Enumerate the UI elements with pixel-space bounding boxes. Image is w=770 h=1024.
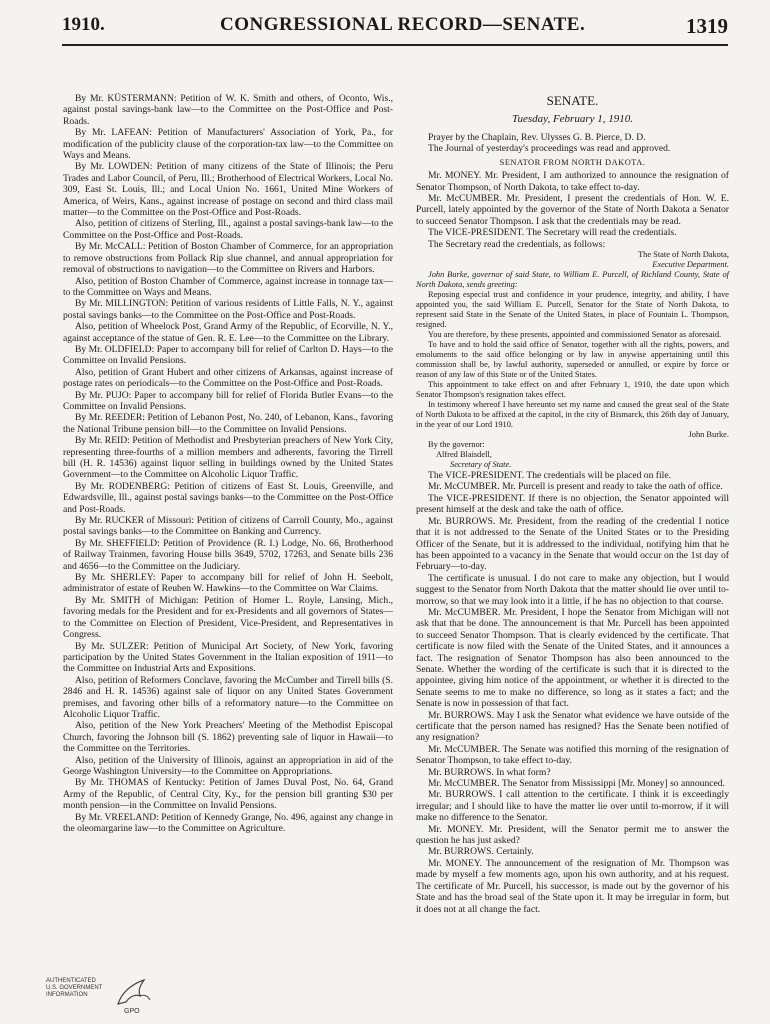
seal-line: U.S. GOVERNMENT (46, 985, 103, 991)
credential-text: In testimony whereof I have hereunto set my name and caused the great seal of the State of North Dakota to be affixed at the capitol, in the city of Bismarck, this 26th day of January, in the year of our Lord 1910. (416, 400, 729, 430)
petition-paragraph: Also, petition of Reformers Conclave, favoring the McCumber and Tirrell bills (S. 2846 and H. R. 14536) against sale of liquor on any United States Government premises, and favoring other bills of a reformatory nature—to the Committee on Alcoholic Liquor Traffic. (63, 674, 393, 720)
left-column (63, 93, 393, 834)
seal-line: INFORMATION (46, 992, 88, 998)
paragraph: Mr. McCUMBER. The Senate was notified this morning of the resignation of Senator Thompson, to take effect to-day. (416, 743, 729, 767)
petition-paragraph: By Mr. RUCKER of Missouri: Petition of citizens of Carroll County, Mo., against postal savings banks—to the Committee on Banking and Currency. (63, 515, 393, 538)
petition-paragraph: By Mr. MILLINGTON: Petition of various residents of Little Falls, N. Y., against postal savings banks—to the Committee on the Post-Office and Post-Roads. (63, 298, 393, 321)
petition-paragraph: By Mr. LOWDEN: Petition of many citizens of the State of Illinois; the Peru Trades and Labor Council, of Peru, Ill.; Brotherhood of Electrical Workers, Local No. 309, East St. Louis, Ill.; and Local Union No. 1661, United Mine Workers of America, of Weirs, Kans., against increase of postage on second and third class mail matter—to the Committee on the Post-Office and Post-Roads. (63, 161, 393, 219)
credential-text: John Burke, governor of said State, to William E. Purcell, of Richland County, State of North Dakota, sends greeting: (416, 270, 729, 290)
petition-paragraph: By Mr. REEDER: Petition of Lebanon Post, No. 240, of Lebanon, Kans., favoring the National Tribune pension bill—to the Committee on Invalid Pensions. (63, 412, 393, 435)
petition-paragraph: By Mr. VREELAND: Petition of Kennedy Grange, No. 496, against any change in the oleomargarine law—to the Committee on Agriculture. (63, 811, 393, 834)
paragraph: Mr. McCUMBER. Mr. Purcell is present and ready to take the oath of office. (428, 481, 723, 493)
header-rule (62, 44, 728, 46)
credential-text: To have and to hold the said office of Senator, together with all the rights, powers, and emoluments to the said office belonging or by law in anywise appertaining until this commission shall be, by lawful authority, superseded or annulled, or expire by force or reason of any law of this State or of the United States. (416, 340, 729, 380)
header-title: CONGRESSIONAL RECORD—SENATE. (220, 14, 586, 35)
credential-by: By the governor: (428, 440, 485, 450)
paragraph: Mr. MONEY. The announcement of the resignation of Mr. Thompson was made by myself a few moments ago, upon his own authority, and at his request. The certificate of Mr. Purcell, his successor, is made out by the governor of his State and has the broad seal of the State upon it. It may be irregular in form, but it does not at all change the fact. (416, 857, 729, 915)
journal-paragraph: The Journal of yesterday's proceedings was read and approved. (428, 143, 671, 155)
petition-paragraph: Also, petition of Wheelock Post, Grand Army of the Republic, of Ecorville, N. Y., against acceptance of the statue of Gen. R. E. Lee—to the Committee on the Library. (63, 321, 393, 344)
gpo-label: GPO (124, 1008, 140, 1015)
paragraph: The VICE-PRESIDENT. If there is no objection, the Senator appointed will present himself at the desk and take the oath of office. (416, 492, 729, 516)
paragraph: Mr. MONEY. Mr. President, I am authorized to announce the resignation of Senator Thompson, of North Dakota, to take effect to-day. (416, 170, 729, 193)
secretary-title: Secretary of State. (450, 460, 512, 470)
paragraph: Mr. McCUMBER. Mr. President, I present the credentials of Hon. W. E. Purcell, lately appointed by the governor of the State of North Dakota a Senator to succeed Senator Thompson. I ask that the credentials may be read. (416, 193, 729, 227)
right-column (416, 93, 729, 915)
petition-paragraph: Also, petition of the New York Preachers' Meeting of the Methodist Episcopal Church, favoring the Johnson bill (S. 1862) preventing sale of liquor in Hawaii—to the Committee on the Territories. (63, 720, 393, 755)
seal-line: AUTHENTICATED (46, 978, 96, 984)
secretary-name: Alfred Blaisdell, (436, 450, 492, 460)
paragraph: Mr. BURROWS. May I ask the Senator what evidence we have outside of the certificate that the person named has resigned? Has the Senate been notified of any resignation? (416, 709, 729, 744)
section-subheading: SENATOR FROM NORTH DAKOTA. (499, 157, 646, 167)
paragraph: The Secretary read the credentials, as follows: (428, 238, 606, 250)
paragraph: The VICE-PRESIDENT. The credentials will be placed on file. (428, 470, 671, 482)
dateline: Tuesday, February 1, 1910. (512, 113, 633, 125)
page-header (62, 14, 728, 48)
petition-paragraph: Also, petition of Grant Hubert and other citizens of Arkansas, against increase of postage rates on periodicals—to the Committee on the Post-Office and Post-Roads. (63, 366, 393, 390)
petition-paragraph: By Mr. SMITH of Michigan: Petition of Homer L. Royle, Lansing, Mich., favoring medals for the President and for ex-Presidents and all governors of States—to the Committee on Election of President, Vice-President, and Representatives in Congress. (63, 594, 393, 641)
senate-heading: SENATE. (546, 93, 599, 108)
paragraph: Mr. McCUMBER. The Senator from Mississippi [Mr. Money] so announced. (428, 778, 725, 790)
petition-paragraph: Also, petition of Boston Chamber of Commerce, against increase in tonnage tax—to the Committee on Ways and Means. (63, 275, 393, 298)
paragraph: Mr. BURROWS. Mr. President, from the reading of the credential I notice that it is not addressed to the Senate of the United States or to the Presiding Officer of the Senate, but it is addressed to the individual, notifying him that he has been appointed to a vacancy in the Senate that would occur on the 1st day of February—to-day. (416, 515, 729, 573)
eagle-icon (114, 974, 154, 1010)
header-year: 1910. (62, 14, 105, 35)
seal-text (46, 978, 116, 999)
header-page-number: 1319 (686, 14, 728, 38)
petition-paragraph: By Mr. REID: Petition of Methodist and Presbyterian preachers of New York City, representing three-fourths of a million members and adherents, favoring the Tirrell bill (H. R. 14536) against liquor selling in buildings owned by the United States Government—to the Committee on Alcoholic Liquor Traffic. (63, 435, 393, 481)
petition-paragraph: By Mr. KÜSTERMANN: Petition of W. K. Smith and others, of Oconto, Wis., against postal savings-bank law—to the Committee on the Post-Office and Post-Roads. (63, 93, 393, 127)
gpo-authentication-seal (46, 974, 166, 1018)
paragraph: Mr. BURROWS. In what form? (428, 766, 551, 778)
petition-paragraph: By Mr. SHEFFIELD: Petition of Providence (R. I.) Lodge, No. 66, Brotherhood of Railway Trainmen, favoring House bills 3649, 5702, 17263, and Senate bills 236 and 4656—to the Committee on the Judiciary. (63, 537, 393, 572)
paragraph: Mr. McCUMBER. Mr. President, I hope the Senator from Michigan will not ask that that be done. The announcement is that Mr. Purcell has been appointed to succeed Senator Thompson. That is clearly evidenced by the certificate. That certificate is now filed with the Senate of the United States, and it announces a fact. The resignation of Senator Thompson has also been announced to the Senate. Whether the wording of the certificate is such that it is directed to the appointee, giving him notice of the appointment, or whether it is directed to the Senate seems to me to make no difference, so long as it states a fact; and the Senate is now in possession of that fact. (416, 606, 729, 710)
petition-paragraph: By Mr. McCALL: Petition of Boston Chamber of Commerce, for an appropriation to remove obstructions from Pollack Rip slue channel, and annual appropriation for removal of obstructions to navigation—to the Committee on Rivers and Harbors. (63, 241, 393, 276)
petition-paragraph: By Mr. THOMAS of Kentucky: Petition of James Duval Post, No. 64, Grand Army of the Republic, of Central City, Ky., for the pension bill granting $30 per month pension—in the Committee on Invalid Pensions. (63, 777, 393, 812)
credential-text: This appointment to take effect on and after February 1, 1910, the date upon which Senator Thompson's resignation takes effect. (416, 380, 729, 400)
paragraph: The VICE-PRESIDENT. The Secretary will read the credentials. (428, 227, 677, 239)
paragraph: Mr. BURROWS. I call attention to the certificate. I think it is exceedingly irregular; and I should like to have the matter lie over until to-morrow, if it will make no difference to the Senator. (416, 789, 729, 824)
paragraph: The certificate is unusual. I do not care to make any objection, but I would suggest to the Senator from North Dakota that the matter should lie over until to-morrow, so that we may look into it a little, if he has no objection to that course. (416, 572, 729, 607)
credential-state: The State of North Dakota, (638, 250, 729, 260)
credential-text: You are therefore, by these presents, appointed and commissioned Senator as aforesaid. (428, 330, 722, 340)
paragraph: Mr. BURROWS. Certainly. (428, 846, 534, 858)
paragraph: Mr. MONEY. Mr. President, will the Senator permit me to answer the question he has just asked? (416, 823, 729, 847)
credential-text: Reposing especial trust and confidence in your prudence, integrity, and ability, I have appointed you, the said William E. Purcell, Senator for the State of North Dakota, to represent said State in the Senate of the United States, in place of Fountain L. Thompson, resigned. (416, 290, 729, 330)
petition-paragraph: Also, petition of citizens of Sterling, Ill., against a postal savings-bank law—to the Committee on the Post-Office and Post-Roads. (63, 218, 393, 241)
petition-paragraph: By Mr. SHERLEY: Paper to accompany bill for relief of John H. Seebolt, administrator of estate of Reuben W. Hawkins—to the Committee on War Claims. (63, 572, 393, 595)
petition-paragraph: By Mr. RODENBERG: Petition of citizens of East St. Louis, Greenville, and Edwardsville, Ill., against postal savings banks—to the Committee on the Post-Office and Post-Roads. (63, 480, 393, 515)
petition-paragraph: By Mr. PUJO: Paper to accompany bill for relief of Florida Butler Evans—to the Committee on Invalid Pensions. (63, 389, 393, 412)
credential-signature: John Burke. (688, 430, 729, 440)
petition-paragraph: By Mr. OLDFIELD: Paper to accompany bill for relief of Carlton D. Hays—to the Committee on Invalid Pensions. (63, 343, 393, 367)
prayer-paragraph: Prayer by the Chaplain, Rev. Ulysses G. B. Pierce, D. D. (428, 132, 646, 143)
petition-paragraph: By Mr. LAFEAN: Petition of Manufacturers' Association of York, Pa., for modification of the publicity clause of the corporation-tax law—to the Committee on Ways and Means. (63, 127, 393, 162)
petition-paragraph: Also, petition of the University of Illinois, against an appropriation in aid of the George Washington University—to the Committee on Appropriations. (63, 754, 393, 777)
credential-department: Executive Department. (652, 260, 729, 270)
petition-paragraph: By Mr. SULZER: Petition of Municipal Art Society, of New York, favoring participation by the United States Government in the Italian exposition of 1911—to the Committee on Industrial Arts and Expositions. (63, 640, 393, 675)
